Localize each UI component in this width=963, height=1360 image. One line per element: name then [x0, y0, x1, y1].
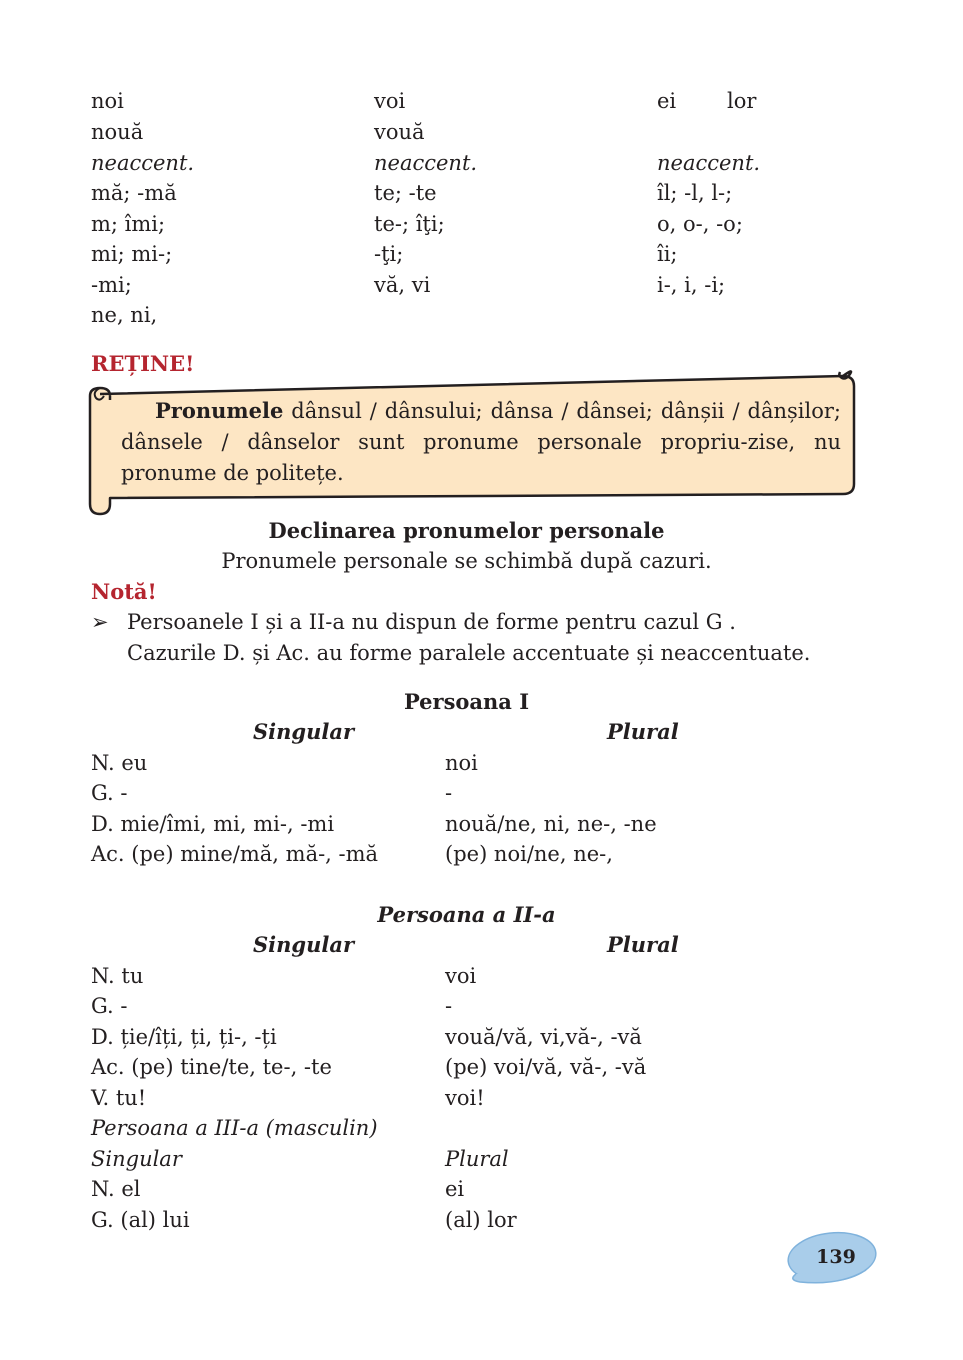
declension-cell: vouă/vă, vi,vă-, -vă	[445, 1025, 642, 1049]
col1-line: noi	[91, 89, 124, 113]
retine-heading: REȚINE!	[91, 351, 195, 376]
declension-cell: N. tu	[91, 964, 144, 988]
declension-cell: (al) lor	[445, 1208, 517, 1232]
declinare-subtitle: Pronumele personale se schimbă după cazuri.	[221, 549, 712, 573]
declension-cell: noi	[445, 751, 478, 775]
col2-line: te-; îţi;	[374, 212, 445, 236]
col1-line: nouă	[91, 120, 144, 144]
declension-cell: -	[445, 994, 453, 1018]
col2-line: voi	[374, 89, 406, 113]
col1-line: neaccent.	[91, 151, 195, 175]
retine-bold-word: Pronumele	[155, 398, 284, 423]
col3-line: o, o-, -o;	[657, 212, 743, 236]
declension-cell: N. el	[91, 1177, 141, 1201]
declension-cell: D. mie/îmi, mi, mi-, -mi	[91, 812, 335, 836]
col2-line: vă, vi	[374, 273, 431, 297]
declension-cell: Ac. (pe) tine/te, te-, -te	[91, 1055, 332, 1079]
col3-line: i-, i, -i;	[657, 273, 726, 297]
declension-cell: G. (al) lui	[91, 1208, 190, 1232]
col2-line: vouă	[374, 120, 425, 144]
declension-cell: -	[445, 781, 453, 805]
col2-line: neaccent.	[374, 151, 478, 175]
nota-line: Cazurile D. și Ac. au forme paralele accentuate și neaccentuate.	[127, 641, 811, 665]
col3-line: ei	[657, 89, 677, 113]
retine-text	[121, 395, 841, 489]
plural-label: Plural	[607, 932, 679, 957]
nota-line: Persoanele I și a II-a nu dispun de forme pentru cazul G .	[127, 610, 736, 634]
declension-cell: N. eu	[91, 751, 148, 775]
declension-cell: voi!	[445, 1086, 485, 1110]
col1-line: m; îmi;	[91, 212, 166, 236]
declinare-title: Declinarea pronumelor personale	[268, 518, 665, 543]
declension-cell: V. tu!	[91, 1086, 147, 1110]
col1-line: mă; -mă	[91, 181, 177, 205]
singular-label: Singular	[253, 932, 355, 957]
declension-cell: D. ție/îți, ți, ți-, -ți	[91, 1025, 277, 1049]
col2-line: te; -te	[374, 181, 437, 205]
declension-cell: Ac. (pe) mine/mă, mă-, -mă	[91, 842, 379, 866]
singular-label: Singular	[91, 1147, 182, 1171]
plural-label: Plural	[607, 719, 679, 744]
col3-line: îl; -l, l-;	[657, 181, 733, 205]
col1-line: -mi;	[91, 273, 132, 297]
col2-line: -ţi;	[374, 242, 404, 266]
plural-label: Plural	[445, 1147, 509, 1171]
col3-line: neaccent.	[657, 151, 761, 175]
declension-cell: ei	[445, 1177, 465, 1201]
persoana3-title: Persoana a III-a (masculin)	[91, 1116, 378, 1140]
col1-line: ne, ni,	[91, 303, 158, 327]
declension-cell: G. -	[91, 781, 128, 805]
declension-cell: (pe) voi/vă, vă-, -vă	[445, 1055, 647, 1079]
declension-cell: voi	[445, 964, 477, 988]
persoana1-title: Persoana I	[403, 689, 530, 714]
declension-cell: G. -	[91, 994, 128, 1018]
declension-cell: nouă/ne, ni, ne-, -ne	[445, 812, 657, 836]
col1-line: mi; mi-;	[91, 242, 173, 266]
singular-label: Singular	[253, 719, 355, 744]
retine-body: dânsul / dânsului; dânsa / dânsei; dânșii / dânșilor; dânsele / dânselor sunt pronume personale propriu-zise, nu pronume de politețe.	[121, 399, 841, 485]
nota-heading: Notă!	[91, 579, 157, 604]
arrow-bullet-icon: ➢	[91, 610, 109, 634]
declension-cell: (pe) noi/ne, ne-,	[445, 842, 613, 866]
col3-line-lor: lor	[727, 89, 757, 113]
page-number: 139	[816, 1246, 856, 1268]
col3-line: îi;	[657, 242, 678, 266]
persoana2-title: Persoana a II-a	[377, 902, 556, 927]
